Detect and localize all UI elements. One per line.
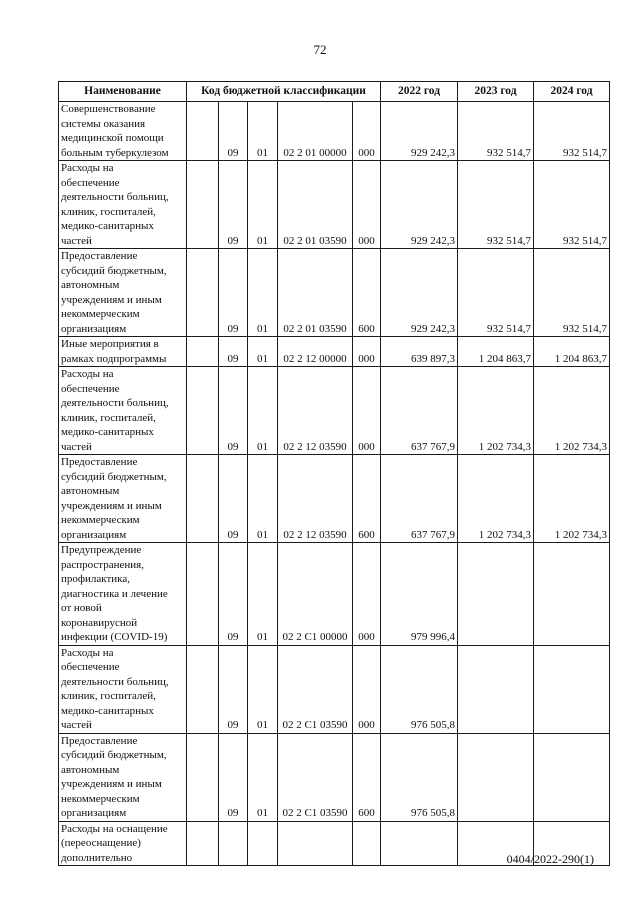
code-expense-type-cell: 000 xyxy=(353,367,381,455)
code-subsection-cell: 01 xyxy=(248,249,278,337)
value-2023-cell: 932 514,7 xyxy=(458,249,534,337)
code-section-cell: 09 xyxy=(219,733,248,821)
code-expense-type-cell: 000 xyxy=(353,102,381,161)
code-cell-blank xyxy=(187,249,219,337)
value-2023-cell xyxy=(458,733,534,821)
code-subsection-cell: 01 xyxy=(248,543,278,646)
header-2024: 2024 год xyxy=(534,82,610,102)
code-section-cell: 09 xyxy=(219,249,248,337)
value-2023-cell: 932 514,7 xyxy=(458,161,534,249)
value-2024-cell: 932 514,7 xyxy=(534,249,610,337)
code-section-cell: 09 xyxy=(219,102,248,161)
row-name-cell: Предоставление субсидий бюджетным, автономным учреждениям и иным некоммерческим организациям xyxy=(59,249,187,337)
value-2022-cell: 976 505,8 xyxy=(381,645,458,733)
code-section-cell: 09 xyxy=(219,367,248,455)
code-expense-type-cell: 600 xyxy=(353,733,381,821)
header-2023: 2023 год xyxy=(458,82,534,102)
code-target-article-cell xyxy=(278,821,353,866)
value-2024-cell: 932 514,7 xyxy=(534,161,610,249)
table-row xyxy=(59,543,610,646)
header-name: Наименование xyxy=(59,82,187,102)
row-name-cell: Расходы на обеспечение деятельности больниц, клиник, госпиталей, медико-санитарных частей xyxy=(59,161,187,249)
code-section-cell: 09 xyxy=(219,161,248,249)
table-row xyxy=(59,161,610,249)
code-expense-type-cell: 000 xyxy=(353,543,381,646)
value-2022-cell: 929 242,3 xyxy=(381,249,458,337)
code-subsection-cell: 01 xyxy=(248,733,278,821)
value-2022-cell: 976 505,8 xyxy=(381,733,458,821)
value-2022-cell: 979 996,4 xyxy=(381,543,458,646)
code-expense-type-cell: 000 xyxy=(353,161,381,249)
header-2022: 2022 год xyxy=(381,82,458,102)
table-row xyxy=(59,733,610,821)
table-row xyxy=(59,102,610,161)
value-2023-cell: 932 514,7 xyxy=(458,102,534,161)
table-body xyxy=(59,102,610,866)
code-subsection-cell: 01 xyxy=(248,337,278,367)
table-row xyxy=(59,455,610,543)
row-name-cell: Предоставление субсидий бюджетным, автономным учреждениям и иным некоммерческим организациям xyxy=(59,733,187,821)
code-target-article-cell: 02 2 01 03590 xyxy=(278,249,353,337)
row-name-cell: Расходы на обеспечение деятельности больниц, клиник, госпиталей, медико-санитарных частей xyxy=(59,645,187,733)
code-target-article-cell: 02 2 01 00000 xyxy=(278,102,353,161)
code-subsection-cell: 01 xyxy=(248,367,278,455)
code-section-cell: 09 xyxy=(219,645,248,733)
code-target-article-cell: 02 2 С1 00000 xyxy=(278,543,353,646)
code-section-cell: 09 xyxy=(219,455,248,543)
value-2024-cell: 1 204 863,7 xyxy=(534,337,610,367)
code-subsection-cell xyxy=(248,821,278,866)
code-expense-type-cell: 000 xyxy=(353,645,381,733)
code-target-article-cell: 02 2 12 03590 xyxy=(278,367,353,455)
row-name-cell: Предупреждение распространения, профилактика, диагностика и лечение от новой коронавирусной инфекции (COVID-19) xyxy=(59,543,187,646)
code-cell-blank xyxy=(187,645,219,733)
value-2024-cell: 1 202 734,3 xyxy=(534,367,610,455)
value-2024-cell: 932 514,7 xyxy=(534,102,610,161)
value-2022-cell: 639 897,3 xyxy=(381,337,458,367)
value-2022-cell: 929 242,3 xyxy=(381,102,458,161)
code-cell-blank xyxy=(187,733,219,821)
row-name-cell: Расходы на оснащение (переоснащение) дополнительно xyxy=(59,821,187,866)
code-target-article-cell: 02 2 01 03590 xyxy=(278,161,353,249)
code-expense-type-cell xyxy=(353,821,381,866)
code-target-article-cell: 02 2 С1 03590 xyxy=(278,645,353,733)
table-row xyxy=(59,645,610,733)
header-budget-code: Код бюджетной классификации xyxy=(187,82,381,102)
value-2023-cell: 1 202 734,3 xyxy=(458,367,534,455)
code-subsection-cell: 01 xyxy=(248,102,278,161)
row-name-cell: Совершенствование системы оказания медицинской помощи больным туберкулезом xyxy=(59,102,187,161)
code-target-article-cell: 02 2 12 03590 xyxy=(278,455,353,543)
value-2023-cell: 1 202 734,3 xyxy=(458,455,534,543)
document-number: 0404/2022-290(1) xyxy=(506,852,594,866)
row-name-cell: Расходы на обеспечение деятельности больниц, клиник, госпиталей, медико-санитарных частей xyxy=(59,367,187,455)
code-section-cell: 09 xyxy=(219,543,248,646)
value-2023-cell xyxy=(458,645,534,733)
code-cell-blank xyxy=(187,821,219,866)
code-target-article-cell: 02 2 12 00000 xyxy=(278,337,353,367)
value-2024-cell: 1 202 734,3 xyxy=(534,455,610,543)
value-2023-cell: 1 204 863,7 xyxy=(458,337,534,367)
code-expense-type-cell: 600 xyxy=(353,249,381,337)
value-2022-cell xyxy=(381,821,458,866)
code-cell-blank xyxy=(187,337,219,367)
code-expense-type-cell: 600 xyxy=(353,455,381,543)
value-2024-cell xyxy=(534,645,610,733)
budget-table xyxy=(58,81,610,866)
code-section-cell xyxy=(219,821,248,866)
code-subsection-cell: 01 xyxy=(248,455,278,543)
code-cell-blank xyxy=(187,102,219,161)
code-cell-blank xyxy=(187,367,219,455)
table-row xyxy=(59,249,610,337)
code-subsection-cell: 01 xyxy=(248,645,278,733)
code-expense-type-cell: 000 xyxy=(353,337,381,367)
row-name-cell: Предоставление субсидий бюджетным, автономным учреждениям и иным некоммерческим организациям xyxy=(59,455,187,543)
value-2024-cell xyxy=(534,733,610,821)
table-header-row xyxy=(59,82,610,102)
code-target-article-cell: 02 2 С1 03590 xyxy=(278,733,353,821)
value-2022-cell: 929 242,3 xyxy=(381,161,458,249)
code-cell-blank xyxy=(187,543,219,646)
value-2022-cell: 637 767,9 xyxy=(381,455,458,543)
value-2022-cell: 637 767,9 xyxy=(381,367,458,455)
code-cell-blank xyxy=(187,161,219,249)
code-subsection-cell: 01 xyxy=(248,161,278,249)
code-cell-blank xyxy=(187,455,219,543)
value-2024-cell xyxy=(534,543,610,646)
table-row xyxy=(59,337,610,367)
table-row xyxy=(59,367,610,455)
value-2023-cell xyxy=(458,543,534,646)
code-section-cell: 09 xyxy=(219,337,248,367)
page-number: 72 xyxy=(313,42,327,57)
row-name-cell: Иные мероприятия в рамках подпрограммы xyxy=(59,337,187,367)
